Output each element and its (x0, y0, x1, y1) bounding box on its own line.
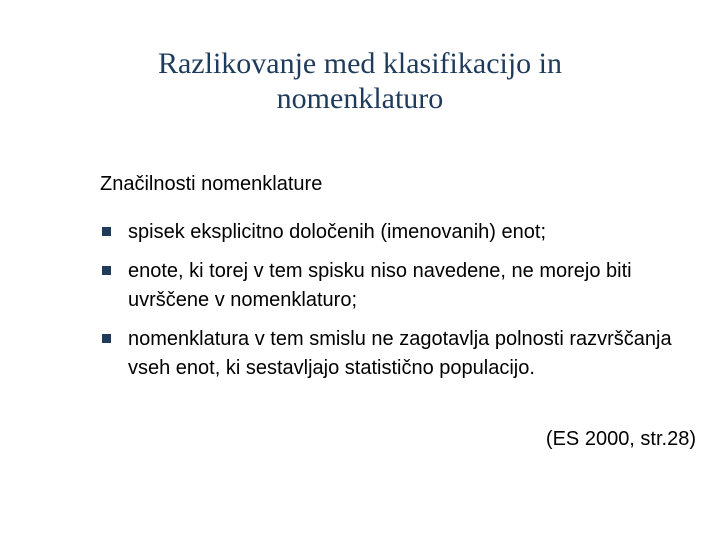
section-heading: Značilnosti nomenklature (100, 173, 323, 195)
bullet-text: spisek eksplicitno določenih (imenovanih) enot; (128, 221, 547, 243)
square-bullet-icon (102, 266, 111, 275)
bullet-item (100, 257, 700, 315)
square-bullet-icon (102, 334, 111, 343)
bullet-list (100, 218, 700, 383)
square-bullet-icon (102, 227, 111, 236)
bullet-item (100, 325, 700, 383)
citation: (ES 2000, str.28) (545, 428, 696, 450)
slide-title-line-1: Razlikovanje med klasifikacijo in (157, 47, 563, 80)
bullet-item (100, 218, 700, 247)
slide-title (150, 46, 570, 116)
bullet-text: nomenklatura v tem smislu ne zagotavlja polnosti razvrščanja vseh enot, ki sestavljajo statistično populacijo. (128, 328, 672, 379)
bullet-text: enote, ki torej v tem spisku niso navedene, ne morejo biti uvrščene v nomenklaturo; (128, 260, 632, 311)
slide-title-line-2: nomenklaturo (276, 82, 444, 115)
